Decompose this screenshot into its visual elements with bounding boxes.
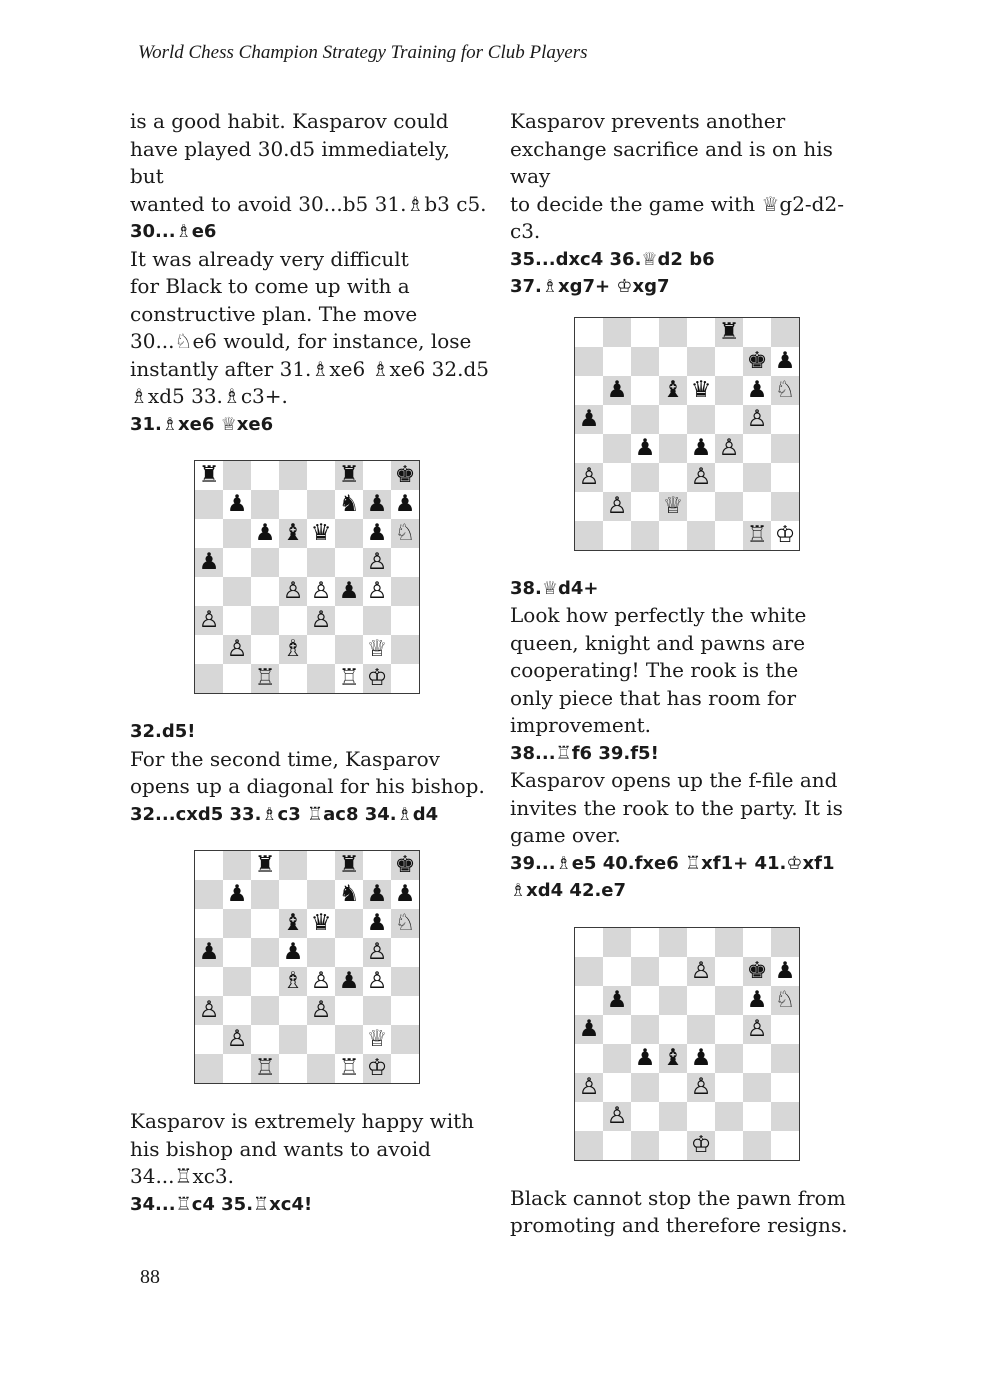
- black-pawn-icon: ♟: [603, 376, 631, 405]
- board-square: [771, 1015, 799, 1044]
- board-square: [335, 909, 363, 938]
- board-square: [631, 928, 659, 957]
- board-square: [363, 851, 391, 880]
- board-square: [687, 928, 715, 957]
- move-line: 38...♖f6 39.f5!: [510, 742, 659, 764]
- paragraph: Look how perfectly the white queen, knight and pawns are cooperating! The rook is the only piece that has room for improvement.: [510, 603, 807, 737]
- board-square: [391, 1025, 419, 1054]
- board-square: [631, 492, 659, 521]
- black-bishop-icon: ♝: [659, 1044, 687, 1073]
- board-square: [743, 928, 771, 957]
- black-knight-icon: ♞: [335, 880, 363, 909]
- board-square: [575, 318, 603, 347]
- board-square: [659, 1131, 687, 1160]
- white-pawn-icon: ♙: [743, 405, 771, 434]
- board-square: [631, 521, 659, 550]
- white-pawn-icon: ♙: [603, 492, 631, 521]
- board-square: [603, 1044, 631, 1073]
- board-square: [575, 957, 603, 986]
- black-bishop-icon: ♝: [659, 376, 687, 405]
- board-square: [307, 461, 335, 490]
- white-king-icon: ♔: [771, 521, 799, 550]
- board-square: [223, 851, 251, 880]
- board-square: [335, 1025, 363, 1054]
- board-square: [715, 376, 743, 405]
- board-square: [575, 986, 603, 1015]
- chess-diagram: [194, 850, 420, 1084]
- board-square: [251, 577, 279, 606]
- board-square: [771, 1073, 799, 1102]
- board-square: [575, 928, 603, 957]
- paragraph: Kasparov prevents another exchange sacrifice and is on his way to decide the game with ♕g2-d2-c3.: [510, 109, 844, 243]
- board-square: [631, 318, 659, 347]
- board-square: [659, 347, 687, 376]
- board-square: [251, 461, 279, 490]
- board-square: [687, 318, 715, 347]
- board-square: [307, 938, 335, 967]
- black-king-icon: ♚: [743, 347, 771, 376]
- board-square: [687, 1015, 715, 1044]
- board-square: [603, 318, 631, 347]
- black-queen-icon: ♛: [687, 376, 715, 405]
- board-square: [391, 548, 419, 577]
- board-square: [659, 957, 687, 986]
- white-pawn-icon: ♙: [307, 967, 335, 996]
- white-pawn-icon: ♙: [743, 1015, 771, 1044]
- board-square: [603, 1131, 631, 1160]
- black-pawn-icon: ♟: [687, 434, 715, 463]
- board-square: [575, 376, 603, 405]
- board-square: [223, 519, 251, 548]
- board-square: [603, 463, 631, 492]
- black-pawn-icon: ♟: [335, 967, 363, 996]
- board-square: [715, 492, 743, 521]
- board-square: [391, 1054, 419, 1083]
- board-square: [279, 996, 307, 1025]
- board-square: [391, 577, 419, 606]
- black-pawn-icon: ♟: [195, 548, 223, 577]
- black-pawn-icon: ♟: [363, 519, 391, 548]
- board-square: [603, 957, 631, 986]
- white-knight-icon: ♘: [771, 376, 799, 405]
- board-square: [335, 548, 363, 577]
- board-square: [603, 405, 631, 434]
- white-pawn-icon: ♙: [575, 463, 603, 492]
- board-square: [603, 1015, 631, 1044]
- black-king-icon: ♚: [743, 957, 771, 986]
- board-square: [251, 880, 279, 909]
- board-square: [659, 521, 687, 550]
- board-square: [715, 928, 743, 957]
- board-square: [631, 405, 659, 434]
- board-square: [687, 405, 715, 434]
- board-square: [251, 1025, 279, 1054]
- board-square: [743, 1131, 771, 1160]
- black-pawn-icon: ♟: [687, 1044, 715, 1073]
- board-square: [279, 1054, 307, 1083]
- board-square: [307, 548, 335, 577]
- board-square: [223, 461, 251, 490]
- board-square: [659, 463, 687, 492]
- board-square: [223, 664, 251, 693]
- black-pawn-icon: ♟: [363, 909, 391, 938]
- board-square: [715, 521, 743, 550]
- white-pawn-icon: ♙: [363, 548, 391, 577]
- board-square: [251, 938, 279, 967]
- white-queen-icon: ♕: [363, 1025, 391, 1054]
- board-square: [575, 1131, 603, 1160]
- black-pawn-icon: ♟: [631, 434, 659, 463]
- board-square: [715, 1102, 743, 1131]
- board-square: [743, 492, 771, 521]
- board-square: [307, 851, 335, 880]
- move-line: 39...♗e5 40.fxe6 ♖xf1+ 41.♔xf1 ♗xd4 42.e7: [510, 852, 835, 901]
- white-knight-icon: ♘: [771, 986, 799, 1015]
- black-pawn-icon: ♟: [771, 957, 799, 986]
- black-pawn-icon: ♟: [575, 405, 603, 434]
- board-square: [195, 664, 223, 693]
- board-square: [687, 347, 715, 376]
- black-rook-icon: ♜: [195, 461, 223, 490]
- board-square: [603, 521, 631, 550]
- white-rook-icon: ♖: [251, 1054, 279, 1083]
- board-square: [279, 461, 307, 490]
- black-rook-icon: ♜: [335, 461, 363, 490]
- white-king-icon: ♔: [363, 1054, 391, 1083]
- board-square: [743, 1073, 771, 1102]
- board-square: [631, 347, 659, 376]
- board-square: [631, 1102, 659, 1131]
- white-pawn-icon: ♙: [279, 577, 307, 606]
- board-square: [251, 490, 279, 519]
- board-square: [631, 1131, 659, 1160]
- board-square: [279, 664, 307, 693]
- board-square: [603, 1073, 631, 1102]
- black-pawn-icon: ♟: [363, 490, 391, 519]
- board-square: [771, 1131, 799, 1160]
- board-square: [391, 996, 419, 1025]
- board-square: [659, 434, 687, 463]
- board-square: [335, 519, 363, 548]
- board-square: [743, 318, 771, 347]
- board-square: [223, 996, 251, 1025]
- board-square: [631, 986, 659, 1015]
- board-square: [715, 405, 743, 434]
- board-square: [631, 1073, 659, 1102]
- white-pawn-icon: ♙: [687, 957, 715, 986]
- white-pawn-icon: ♙: [363, 938, 391, 967]
- paragraph: is a good habit. Kasparov could have played 30.d5 immediately, but wanted to avoid 30...b5 31.♗b3 c5.: [130, 109, 487, 216]
- black-rook-icon: ♜: [335, 851, 363, 880]
- white-rook-icon: ♖: [251, 664, 279, 693]
- move-line: 30...♗e6: [130, 221, 217, 242]
- board-square: [659, 1073, 687, 1102]
- black-pawn-icon: ♟: [391, 490, 419, 519]
- board-square: [363, 461, 391, 490]
- black-pawn-icon: ♟: [575, 1015, 603, 1044]
- black-rook-icon: ♜: [715, 318, 743, 347]
- board-square: [335, 635, 363, 664]
- black-pawn-icon: ♟: [743, 986, 771, 1015]
- black-king-icon: ♚: [391, 461, 419, 490]
- board-square: [771, 318, 799, 347]
- board-square: [575, 347, 603, 376]
- board-square: [631, 957, 659, 986]
- white-rook-icon: ♖: [335, 1054, 363, 1083]
- board-square: [743, 1102, 771, 1131]
- board-square: [279, 490, 307, 519]
- white-pawn-icon: ♙: [307, 577, 335, 606]
- board-square: [743, 1044, 771, 1073]
- white-pawn-icon: ♙: [195, 996, 223, 1025]
- board-square: [195, 967, 223, 996]
- left-column: [130, 108, 490, 1218]
- board-square: [335, 938, 363, 967]
- white-bishop-icon: ♗: [279, 967, 307, 996]
- white-knight-icon: ♘: [391, 909, 419, 938]
- black-pawn-icon: ♟: [771, 347, 799, 376]
- board-square: [687, 1102, 715, 1131]
- board-square: [631, 463, 659, 492]
- board-square: [391, 606, 419, 635]
- board-square: [743, 434, 771, 463]
- board-square: [575, 1102, 603, 1131]
- board-square: [575, 492, 603, 521]
- board-square: [391, 635, 419, 664]
- board-square: [279, 606, 307, 635]
- black-rook-icon: ♜: [251, 851, 279, 880]
- white-pawn-icon: ♙: [575, 1073, 603, 1102]
- black-knight-icon: ♞: [335, 490, 363, 519]
- board-square: [659, 405, 687, 434]
- paragraph: Kasparov is extremely happy with his bishop and wants to avoid 34...♖xc3.: [130, 1109, 475, 1188]
- white-pawn-icon: ♙: [363, 577, 391, 606]
- board-square: [251, 548, 279, 577]
- black-pawn-icon: ♟: [391, 880, 419, 909]
- board-square: [195, 909, 223, 938]
- board-square: [307, 664, 335, 693]
- board-square: [251, 909, 279, 938]
- board-square: [223, 606, 251, 635]
- board-square: [195, 519, 223, 548]
- paragraph: Black cannot stop the pawn from promoting and therefore resigns.: [510, 1185, 848, 1237]
- board-square: [251, 635, 279, 664]
- white-pawn-icon: ♙: [363, 967, 391, 996]
- board-square: [715, 1015, 743, 1044]
- white-pawn-icon: ♙: [603, 1102, 631, 1131]
- board-square: [335, 996, 363, 1025]
- white-pawn-icon: ♙: [687, 463, 715, 492]
- board-square: [251, 606, 279, 635]
- board-square: [575, 1044, 603, 1073]
- chess-diagram: [574, 317, 800, 551]
- board-square: [223, 909, 251, 938]
- board-square: [307, 1054, 335, 1083]
- board-square: [659, 1015, 687, 1044]
- board-square: [279, 880, 307, 909]
- chess-diagram: [574, 927, 800, 1161]
- board-square: [391, 967, 419, 996]
- white-rook-icon: ♖: [335, 664, 363, 693]
- board-square: [771, 1102, 799, 1131]
- board-square: [659, 986, 687, 1015]
- black-pawn-icon: ♟: [251, 519, 279, 548]
- black-bishop-icon: ♝: [279, 909, 307, 938]
- move-line: 32.d5!: [130, 721, 196, 742]
- black-king-icon: ♚: [391, 851, 419, 880]
- board-square: [659, 928, 687, 957]
- board-square: [195, 1025, 223, 1054]
- board-square: [771, 434, 799, 463]
- board-square: [687, 521, 715, 550]
- board-square: [687, 492, 715, 521]
- board-square: [195, 880, 223, 909]
- white-knight-icon: ♘: [391, 519, 419, 548]
- board-square: [631, 1015, 659, 1044]
- board-square: [195, 851, 223, 880]
- black-pawn-icon: ♟: [363, 880, 391, 909]
- move-line: 38.♕d4+: [510, 577, 599, 599]
- board-square: [631, 376, 659, 405]
- board-square: [771, 463, 799, 492]
- board-square: [715, 1131, 743, 1160]
- black-queen-icon: ♛: [307, 909, 335, 938]
- black-pawn-icon: ♟: [743, 376, 771, 405]
- board-square: [307, 635, 335, 664]
- board-square: [223, 1054, 251, 1083]
- white-pawn-icon: ♙: [195, 606, 223, 635]
- board-square: [223, 548, 251, 577]
- board-square: [771, 928, 799, 957]
- paragraph: Kasparov opens up the f-file and invites the rook to the party. It is game over.: [510, 768, 843, 847]
- white-king-icon: ♔: [363, 664, 391, 693]
- board-square: [715, 986, 743, 1015]
- board-square: [223, 577, 251, 606]
- white-pawn-icon: ♙: [307, 996, 335, 1025]
- page-number: 88: [140, 1266, 160, 1288]
- paragraph: For the second time, Kasparov opens up a diagonal for his bishop.: [130, 746, 485, 798]
- board-square: [307, 490, 335, 519]
- board-square: [715, 347, 743, 376]
- board-square: [195, 577, 223, 606]
- black-pawn-icon: ♟: [631, 1044, 659, 1073]
- white-bishop-icon: ♗: [279, 635, 307, 664]
- chess-diagram: [194, 460, 420, 694]
- board-square: [659, 1102, 687, 1131]
- board-square: [391, 664, 419, 693]
- board-square: [363, 606, 391, 635]
- white-queen-icon: ♕: [363, 635, 391, 664]
- white-king-icon: ♔: [687, 1131, 715, 1160]
- running-header: World Chess Champion Strategy Training for Club Players: [138, 42, 588, 63]
- paragraph: It was already very difficult for Black to come up with a constructive plan. The move 30...♘e6 would, for instance, lose instantly after 31.♗xe6 ♗xe6 32.d5 ♗xd5 33.♗c3+.: [130, 246, 489, 408]
- board-square: [743, 463, 771, 492]
- board-square: [251, 996, 279, 1025]
- board-square: [279, 1025, 307, 1054]
- white-pawn-icon: ♙: [715, 434, 743, 463]
- board-square: [223, 967, 251, 996]
- black-pawn-icon: ♟: [195, 938, 223, 967]
- move-line: 35...dxc4 36.♕d2 b6 37.♗xg7+ ♔xg7: [510, 248, 715, 297]
- board-square: [715, 463, 743, 492]
- board-square: [195, 490, 223, 519]
- white-queen-icon: ♕: [659, 492, 687, 521]
- board-square: [603, 347, 631, 376]
- move-line: 34...♖c4 35.♖xc4!: [130, 1193, 313, 1215]
- board-square: [391, 938, 419, 967]
- white-pawn-icon: ♙: [307, 606, 335, 635]
- board-square: [279, 548, 307, 577]
- board-square: [659, 318, 687, 347]
- board-square: [575, 521, 603, 550]
- right-column: [510, 108, 870, 1240]
- black-pawn-icon: ♟: [603, 986, 631, 1015]
- board-square: [307, 880, 335, 909]
- move-line: 31.♗xe6 ♕xe6: [130, 413, 274, 435]
- black-pawn-icon: ♟: [223, 490, 251, 519]
- move-line: 32...cxd5 33.♗c3 ♖ac8 34.♗d4: [130, 803, 439, 825]
- board-square: [603, 928, 631, 957]
- board-square: [771, 1044, 799, 1073]
- black-pawn-icon: ♟: [335, 577, 363, 606]
- white-pawn-icon: ♙: [223, 635, 251, 664]
- board-square: [687, 986, 715, 1015]
- black-queen-icon: ♛: [307, 519, 335, 548]
- black-bishop-icon: ♝: [279, 519, 307, 548]
- white-pawn-icon: ♙: [223, 1025, 251, 1054]
- board-square: [223, 938, 251, 967]
- white-rook-icon: ♖: [743, 521, 771, 550]
- black-pawn-icon: ♟: [279, 938, 307, 967]
- board-square: [603, 434, 631, 463]
- board-square: [771, 492, 799, 521]
- board-square: [575, 434, 603, 463]
- board-square: [715, 957, 743, 986]
- board-square: [195, 1054, 223, 1083]
- board-square: [715, 1073, 743, 1102]
- board-square: [279, 851, 307, 880]
- board-square: [363, 996, 391, 1025]
- board-square: [195, 635, 223, 664]
- white-pawn-icon: ♙: [687, 1073, 715, 1102]
- board-square: [715, 1044, 743, 1073]
- black-pawn-icon: ♟: [223, 880, 251, 909]
- board-square: [251, 967, 279, 996]
- board-square: [771, 405, 799, 434]
- board-square: [335, 606, 363, 635]
- board-square: [307, 1025, 335, 1054]
